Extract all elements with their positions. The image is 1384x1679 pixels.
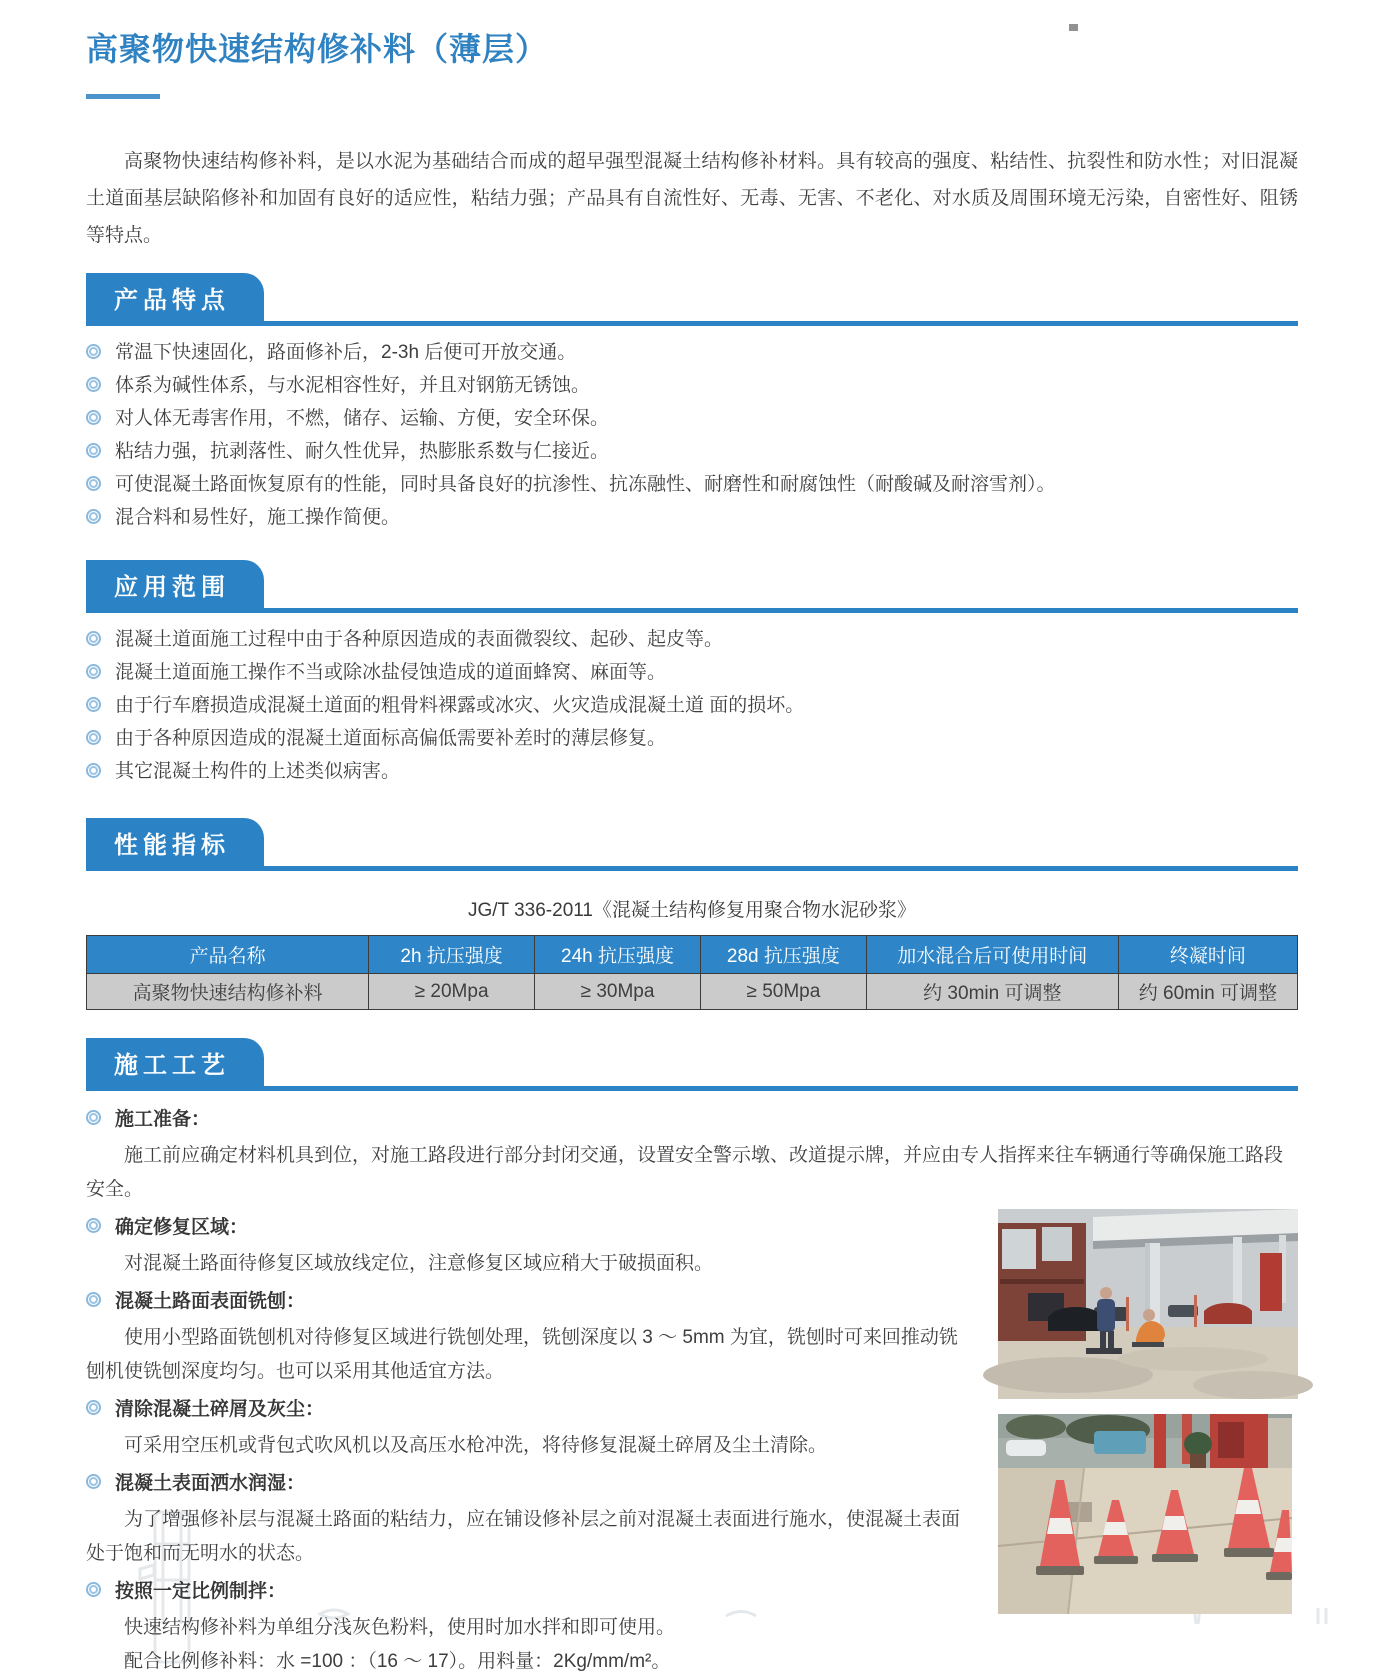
step-body: 配合比例修补料：水 =100 ：（16 ～ 17）。用料量：2Kg/mm/m²。 — [124, 1651, 671, 1672]
list-item-text: 混凝土道面施工过程中由于各种原因造成的表面微裂纹、起砂、起皮等。 — [115, 629, 724, 650]
double-circle-bullet-icon — [86, 410, 101, 425]
column-header: 加水混合后可使用时间 — [866, 936, 1118, 974]
list-item-text: 粘结力强，抗剥落性、耐久性优异，热膨胀系数与仁接近。 — [115, 441, 610, 462]
table-header-row — [87, 936, 1298, 974]
list-item-text: 可使混凝土路面恢复原有的性能，同时具备良好的抗渗性、抗冻融性、耐磨性和耐腐蚀性（耐酸碱及耐溶雪剂）。 — [115, 474, 1056, 495]
page-content — [0, 24, 1384, 1679]
double-circle-bullet-icon — [86, 763, 101, 778]
double-circle-bullet-icon — [86, 1400, 101, 1415]
table-caption: JG/T 336-2011《混凝土结构修复用聚合物水泥砂浆》 — [468, 900, 916, 921]
list-item — [86, 506, 1298, 530]
list-item-text: 体系为碱性体系，与水泥相容性好，并且对钢筋无锈蚀。 — [115, 375, 591, 396]
step-body: 可采用空压机或背包式吹风机以及高压水枪冲洗，将待修复混凝土碎屑及尘土清除。 — [124, 1435, 828, 1456]
gas-station-pavement-repair-photo — [998, 1209, 1298, 1399]
section-badge-process: 施工工艺 — [86, 1038, 264, 1088]
process-section — [86, 1107, 1298, 1679]
section-features-header — [86, 273, 1298, 326]
list-item — [86, 727, 1298, 751]
list-item — [86, 760, 1298, 784]
column-header: 28d 抗压强度 — [700, 936, 866, 974]
section-badge-performance: 性能指标 — [86, 818, 264, 868]
double-circle-bullet-icon — [86, 697, 101, 712]
step-body: 快速结构修补料为单组分浅灰色粉料，使用时加水拌和即可使用。 — [124, 1617, 676, 1638]
section-rule — [86, 1086, 1298, 1091]
double-circle-bullet-icon — [86, 1218, 101, 1233]
column-header: 2h 抗压强度 — [369, 936, 535, 974]
section-badge-features: 产品特点 — [86, 273, 264, 323]
step-body: 为了增强修补层与混凝土路面的粘结力，应在铺设修补层之前对混凝土表面进行施水，使混凝土表面处于饱和而无明水的状态。 — [86, 1509, 961, 1564]
double-circle-bullet-icon — [86, 631, 101, 646]
list-item — [86, 694, 1298, 718]
step-body: 对混凝土路面待修复区域放线定位，注意修复区域应稍大于破损面积。 — [124, 1253, 714, 1274]
step-title-text: 混凝土路面表面铣刨： — [115, 1291, 306, 1312]
column-header: 终凝时间 — [1118, 936, 1297, 974]
step-title — [86, 1107, 1298, 1133]
step-title-text: 按照一定比例制拌： — [115, 1581, 287, 1602]
double-circle-bullet-icon — [86, 1292, 101, 1307]
list-item — [86, 661, 1298, 685]
step-title — [86, 1397, 976, 1423]
section-performance-header — [86, 818, 1298, 871]
double-circle-bullet-icon — [86, 1582, 101, 1597]
section-rule — [86, 866, 1298, 871]
section-badge-applications: 应用范围 — [86, 560, 264, 610]
list-item-text: 常温下快速固化，路面修补后，2-3h 后便可开放交通。 — [115, 342, 577, 363]
double-circle-bullet-icon — [86, 377, 101, 392]
double-circle-bullet-icon — [86, 1474, 101, 1489]
step-title-text: 混凝土表面洒水润湿： — [115, 1473, 306, 1494]
list-item-text: 其它混凝土构件的上述类似病害。 — [115, 761, 401, 782]
intro-paragraph: 高聚物快速结构修补料，是以水泥为基础结合而成的超早强型混凝土结构修补材料。具有较高的强度、粘结性、抗裂性和防水性；对旧混凝土道面基层缺陷修补和加固有良好的适应性，粘结力强；产品具有自流性好、无毒、无害、不老化、对水质及周围环境无污染，自密性好、阻锈等特点。 — [86, 151, 1298, 246]
table-cell: 约 30min 可调整 — [866, 974, 1118, 1010]
list-item — [86, 341, 1298, 365]
section-rule — [86, 321, 1298, 326]
list-item — [86, 440, 1298, 464]
features-list — [86, 341, 1298, 530]
step-title — [86, 1579, 976, 1605]
section-rule — [86, 608, 1298, 613]
double-circle-bullet-icon — [86, 443, 101, 458]
double-circle-bullet-icon — [86, 1110, 101, 1125]
list-item-text: 由于各种原因造成的混凝土道面标高偏低需要补差时的薄层修复。 — [115, 728, 667, 749]
list-item — [86, 407, 1298, 431]
table-cell: 约 60min 可调整 — [1118, 974, 1297, 1010]
list-item-text: 由于行车磨损造成混凝土道面的粗骨料裸露或冰灾、火灾造成混凝土道 面的损坏。 — [115, 695, 805, 716]
table-cell: ≥ 20Mpa — [369, 974, 535, 1010]
datasheet-page — [0, 24, 1384, 1672]
step-body: 使用小型路面铣刨机对待修复区域进行铣刨处理，铣刨深度以 3 ～ 5mm 为宜，铣刨时可来回推动铣刨机使铣刨深度均匀。也可以采用其他适宜方法。 — [86, 1327, 958, 1382]
list-item-text: 混凝土道面施工操作不当或除冰盐侵蚀造成的道面蜂窝、麻面等。 — [115, 662, 667, 683]
double-circle-bullet-icon — [86, 730, 101, 745]
step-title-text: 施工准备： — [115, 1109, 211, 1130]
double-circle-bullet-icon — [86, 509, 101, 524]
column-header: 24h 抗压强度 — [535, 936, 701, 974]
double-circle-bullet-icon — [86, 344, 101, 359]
repaired-pavement-traffic-cones-photo — [998, 1414, 1298, 1614]
title-underline-dash — [86, 94, 160, 99]
list-item-text: 对人体无毒害作用，不燃，储存、运输、方便，安全环保。 — [115, 408, 610, 429]
process-photos — [998, 1209, 1298, 1614]
list-item — [86, 473, 1298, 497]
step-title — [86, 1289, 976, 1315]
step-title — [86, 1471, 976, 1497]
step-title-text: 确定修复区域： — [115, 1217, 249, 1238]
table-cell: ≥ 50Mpa — [700, 974, 866, 1010]
page-title: 高聚物快速结构修补料（薄层） — [86, 31, 549, 67]
table-cell: ≥ 30Mpa — [535, 974, 701, 1010]
double-circle-bullet-icon — [86, 476, 101, 491]
section-process-header — [86, 1038, 1298, 1091]
step-body: 施工前应确定材料机具到位，对施工路段进行部分封闭交通，设置安全警示墩、改道提示牌，并应由专人指挥来往车辆通行等确保施工路段安全。 — [86, 1145, 1284, 1200]
table-cell: 高聚物快速结构修补料 — [87, 974, 369, 1010]
column-header: 产品名称 — [87, 936, 369, 974]
table-row — [87, 974, 1298, 1010]
list-item — [86, 374, 1298, 398]
performance-table — [86, 935, 1298, 1010]
page-edge-artifact — [1069, 24, 1078, 31]
double-circle-bullet-icon — [86, 664, 101, 679]
step-title — [86, 1215, 976, 1241]
applications-list — [86, 628, 1298, 784]
list-item — [86, 628, 1298, 652]
list-item-text: 混合料和易性好，施工操作简便。 — [115, 507, 401, 528]
section-applications-header — [86, 560, 1298, 613]
step-title-text: 清除混凝土碎屑及灰尘： — [115, 1399, 325, 1420]
